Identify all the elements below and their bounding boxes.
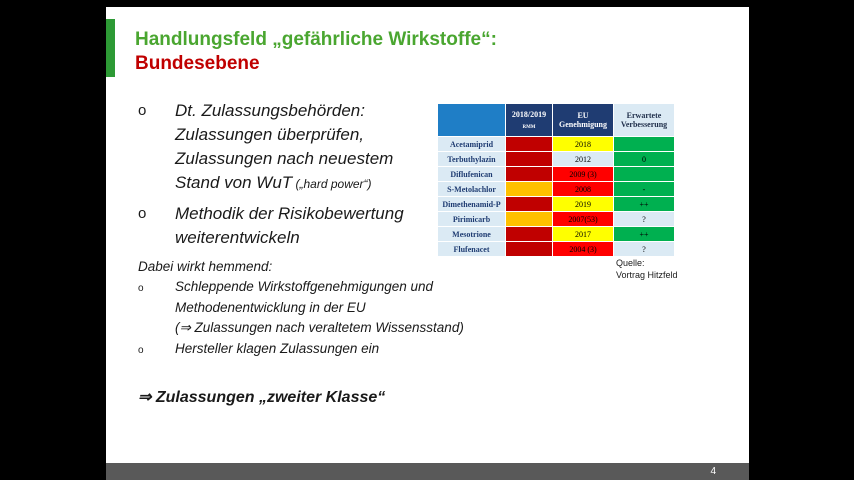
cell-wirkstoff: Acetamiprid <box>438 137 506 152</box>
cell-expected-improvement <box>614 137 675 152</box>
table-row <box>438 137 675 152</box>
sub-bullet-marker: o <box>138 344 144 356</box>
sub-bullet-text: Schleppende Wirkstoffgenehmigungen und Methodenentwicklung in der EU (⇒ Zulassungen nach veraltetem Wissensstand) <box>175 279 464 335</box>
table-row <box>438 212 675 227</box>
slide <box>106 7 749 463</box>
bullet-marker: o <box>138 102 147 119</box>
header-empty-cell <box>438 104 506 137</box>
cell-expected-improvement: ? <box>614 242 675 257</box>
cell-eu-approval: 2017 <box>553 227 614 242</box>
sub-heading: Dabei wirkt hemmend: <box>138 259 273 274</box>
cell-rmm-status <box>506 197 553 212</box>
cell-wirkstoff: Dimethenamid-P <box>438 197 506 212</box>
table-row <box>438 167 675 182</box>
sub-bullet-list <box>138 277 538 361</box>
cell-rmm-status <box>506 242 553 257</box>
cell-expected-improvement: - <box>614 182 675 197</box>
bullet-item <box>138 202 438 250</box>
source-note: Quelle: Vortrag Hitzfeld <box>616 258 678 280</box>
cell-eu-approval: 2007(53) <box>553 212 614 227</box>
sub-bullet-item <box>138 277 538 339</box>
wirkstoff-table <box>437 103 675 257</box>
table-row <box>438 227 675 242</box>
header-rmm <box>506 104 553 137</box>
footer-bar <box>106 463 749 480</box>
cell-wirkstoff: S-Metolachlor <box>438 182 506 197</box>
cell-eu-approval: 2012 <box>553 152 614 167</box>
cell-eu-approval: 2008 <box>553 182 614 197</box>
cell-expected-improvement <box>614 167 675 182</box>
cell-expected-improvement: ? <box>614 212 675 227</box>
bullet-item <box>138 99 438 196</box>
table-row <box>438 197 675 212</box>
cell-wirkstoff: Mesotrione <box>438 227 506 242</box>
table-body <box>438 137 675 257</box>
title-accent-bar <box>106 19 115 77</box>
header-expected-line1: Erwartete <box>626 111 662 120</box>
conclusion-text: ⇒ Zulassungen „zweiter Klasse“ <box>138 389 386 406</box>
cell-rmm-status <box>506 167 553 182</box>
header-rmm-year: 2018/2019 <box>511 110 547 119</box>
page-number: 4 <box>710 466 716 477</box>
cell-eu-approval: 2004 (3) <box>553 242 614 257</box>
header-expected-line2: Verbesserung <box>620 120 668 129</box>
table-row <box>438 242 675 257</box>
table-row <box>438 182 675 197</box>
sub-bullet-item <box>138 339 538 362</box>
cell-eu-approval: 2019 <box>553 197 614 212</box>
header-eu-line2: Genehmigung <box>558 120 607 129</box>
cell-rmm-status <box>506 182 553 197</box>
header-expected <box>614 104 675 137</box>
cell-rmm-status <box>506 137 553 152</box>
sub-bullet-text: Hersteller klagen Zulassungen ein <box>175 340 380 356</box>
cell-rmm-status <box>506 152 553 167</box>
cell-eu-approval: 2009 (3) <box>553 167 614 182</box>
cell-expected-improvement: ++ <box>614 197 675 212</box>
header-eu <box>553 104 614 137</box>
slide-title: Handlungsfeld „gefährliche Wirkstoffe“: <box>135 29 497 50</box>
cell-wirkstoff: Flufenacet <box>438 242 506 257</box>
bullet-note: („hard power“) <box>292 177 372 191</box>
sub-bullet-marker: o <box>138 283 144 294</box>
cell-expected-improvement: 0 <box>614 152 675 167</box>
bullet-marker: o <box>138 205 147 222</box>
main-bullet-list <box>138 99 438 256</box>
slide-subtitle: Bundesebene <box>135 53 260 74</box>
cell-rmm-status <box>506 227 553 242</box>
bullet-text-wrapper <box>175 99 393 196</box>
cell-expected-improvement: ++ <box>614 227 675 242</box>
table-row <box>438 152 675 167</box>
header-eu-line1: EU <box>577 111 589 120</box>
bullet-text: Dt. Zulassungsbehörden: Zulassungen überprüfen, Zulassungen nach neuestem Stand von WuT <box>175 101 394 192</box>
cell-rmm-status <box>506 212 553 227</box>
cell-wirkstoff: Pirimicarb <box>438 212 506 227</box>
header-rmm-label: RMM <box>522 125 536 130</box>
bullet-text: Methodik der Risikobewertung weiterentwickeln <box>175 204 404 247</box>
cell-wirkstoff: Diflufenican <box>438 167 506 182</box>
cell-eu-approval: 2018 <box>553 137 614 152</box>
cell-wirkstoff: Terbuthylazin <box>438 152 506 167</box>
